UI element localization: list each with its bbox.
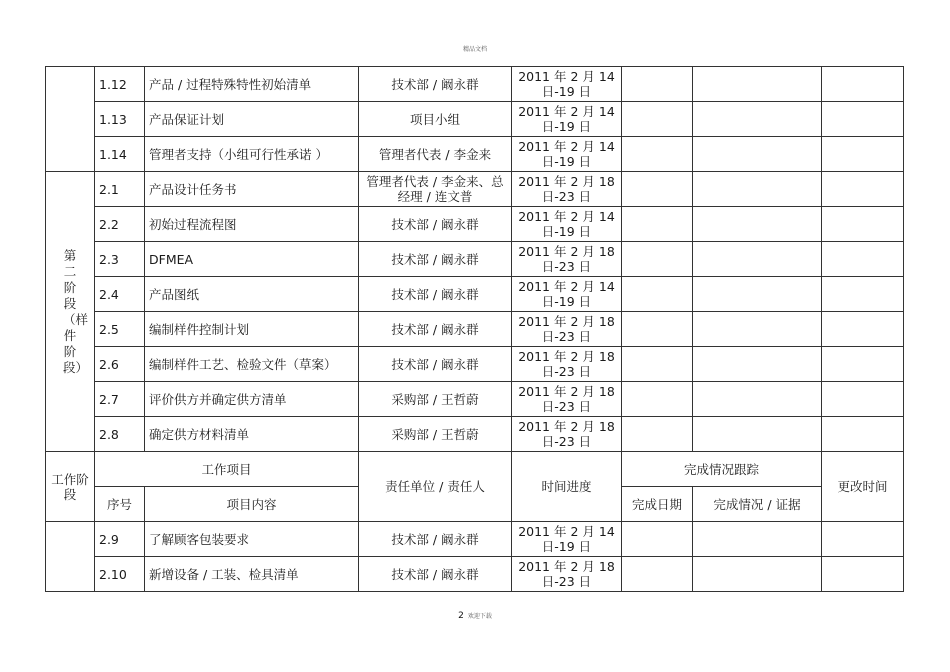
time-progress-cell (512, 312, 622, 347)
seq-cell: 2.3 (95, 242, 145, 277)
done-date-cell (622, 312, 693, 347)
item-content-cell: 管理者支持（小组可行性承诺 ） (145, 137, 359, 172)
time-line-2: 日-19 日 (541, 224, 592, 239)
header-done-date: 完成日期 (622, 487, 693, 522)
status-evidence-cell (693, 242, 822, 277)
responsible-cell: 技术部 / 阚永群 (359, 312, 512, 347)
time-line-2: 日-19 日 (541, 84, 592, 99)
table-row (46, 207, 904, 242)
change-time-cell (822, 347, 904, 382)
seq-cell: 1.13 (95, 102, 145, 137)
time-line-1: 2011 年 2 月 14 (518, 209, 615, 224)
status-evidence-cell (693, 347, 822, 382)
seq-cell: 2.6 (95, 347, 145, 382)
status-evidence-cell (693, 277, 822, 312)
time-line-1: 2011 年 2 月 18 (518, 384, 615, 399)
item-content-cell: 评价供方并确定供方清单 (145, 382, 359, 417)
seq-cell: 1.14 (95, 137, 145, 172)
time-progress-cell (512, 417, 622, 452)
responsible-cell: 技术部 / 阚永群 (359, 277, 512, 312)
item-content-cell: 产品 / 过程特殊特性初始清单 (145, 67, 359, 102)
done-date-cell (622, 417, 693, 452)
item-content-cell: 了解顾客包装要求 (145, 522, 359, 557)
responsible-cell: 采购部 / 王哲蔚 (359, 382, 512, 417)
done-date-cell (622, 207, 693, 242)
status-evidence-cell (693, 557, 822, 592)
time-line-2: 日-19 日 (541, 539, 592, 554)
responsible-cell: 技术部 / 阚永群 (359, 67, 512, 102)
change-time-cell (822, 277, 904, 312)
time-line-1: 2011 年 2 月 14 (518, 104, 615, 119)
responsible-cell: 技术部 / 阚永群 (359, 522, 512, 557)
item-content-cell: DFMEA (145, 242, 359, 277)
table-row (46, 102, 904, 137)
item-content-cell: 新增设备 / 工装、检具清单 (145, 557, 359, 592)
phase-cell-phase2 (46, 172, 95, 452)
status-evidence-cell (693, 67, 822, 102)
table-row (46, 67, 904, 102)
time-line-1: 2011 年 2 月 14 (518, 279, 615, 294)
done-date-cell (622, 67, 693, 102)
time-line-1: 2011 年 2 月 18 (518, 314, 615, 329)
status-evidence-cell (693, 207, 822, 242)
header-responsible: 责任单位 / 责任人 (359, 452, 512, 522)
responsible-cell: 技术部 / 阚永群 (359, 207, 512, 242)
change-time-cell (822, 382, 904, 417)
table-row (46, 172, 904, 207)
seq-cell: 2.7 (95, 382, 145, 417)
time-line-2: 日-19 日 (541, 119, 592, 134)
done-date-cell (622, 277, 693, 312)
done-date-cell (622, 382, 693, 417)
time-line-1: 2011 年 2 月 14 (518, 69, 615, 84)
header-seq: 序号 (95, 487, 145, 522)
table-row (46, 277, 904, 312)
item-content-cell: 初始过程流程图 (145, 207, 359, 242)
time-progress-cell (512, 382, 622, 417)
change-time-cell (822, 312, 904, 347)
header-change-time: 更改时间 (822, 452, 904, 522)
time-progress-cell (512, 242, 622, 277)
seq-cell: 2.9 (95, 522, 145, 557)
seq-cell: 2.10 (95, 557, 145, 592)
table-header-row-1 (46, 452, 904, 487)
time-line-2: 日-23 日 (541, 189, 592, 204)
status-evidence-cell (693, 102, 822, 137)
table-row (46, 137, 904, 172)
table-row (46, 522, 904, 557)
time-progress-cell (512, 277, 622, 312)
table-row (46, 242, 904, 277)
phase-label: 第二阶段（样件阶段） (63, 247, 89, 375)
header-completion-tracking: 完成情况跟踪 (622, 452, 822, 487)
seq-cell: 1.12 (95, 67, 145, 102)
status-evidence-cell (693, 312, 822, 347)
status-evidence-cell (693, 522, 822, 557)
page-footer-note: 欢迎下载 (467, 613, 492, 620)
header-work-item: 工作项目 (95, 452, 359, 487)
change-time-cell (822, 242, 904, 277)
time-line-1: 2011 年 2 月 18 (518, 174, 615, 189)
change-time-cell (822, 172, 904, 207)
time-line-2: 日-23 日 (541, 399, 592, 414)
time-line-1: 2011 年 2 月 18 (518, 349, 615, 364)
table-row (46, 417, 904, 452)
page-number: 2 (458, 611, 464, 621)
time-line-1: 2011 年 2 月 14 (518, 524, 615, 539)
change-time-cell (822, 102, 904, 137)
change-time-cell (822, 522, 904, 557)
table-row (46, 347, 904, 382)
time-line-2: 日-23 日 (541, 434, 592, 449)
status-evidence-cell (693, 172, 822, 207)
time-line-2: 日-19 日 (541, 154, 592, 169)
done-date-cell (622, 102, 693, 137)
item-content-cell: 产品保证计划 (145, 102, 359, 137)
item-content-cell: 编制样件工艺、检验文件（草案） (145, 347, 359, 382)
change-time-cell (822, 207, 904, 242)
header-status-evidence: 完成情况 / 证据 (693, 487, 822, 522)
change-time-cell (822, 417, 904, 452)
change-time-cell (822, 137, 904, 172)
status-evidence-cell (693, 417, 822, 452)
time-progress-cell (512, 67, 622, 102)
responsible-cell: 管理者代表 / 李金来 (359, 137, 512, 172)
time-line-1: 2011 年 2 月 18 (518, 244, 615, 259)
header-time-progress: 时间进度 (512, 452, 622, 522)
time-line-2: 日-23 日 (541, 364, 592, 379)
responsible-cell: 项目小组 (359, 102, 512, 137)
done-date-cell (622, 137, 693, 172)
page-header-note: 精品文档 (462, 46, 487, 53)
time-line-2: 日-23 日 (541, 329, 592, 344)
time-line-1: 2011 年 2 月 18 (518, 559, 615, 574)
time-line-2: 日-19 日 (541, 294, 592, 309)
done-date-cell (622, 557, 693, 592)
change-time-cell (822, 557, 904, 592)
seq-cell: 2.8 (95, 417, 145, 452)
table-row (46, 312, 904, 347)
time-progress-cell (512, 137, 622, 172)
item-content-cell: 产品设计任务书 (145, 172, 359, 207)
done-date-cell (622, 172, 693, 207)
seq-cell: 2.1 (95, 172, 145, 207)
time-progress-cell (512, 347, 622, 382)
item-content-cell: 编制样件控制计划 (145, 312, 359, 347)
item-content-cell: 确定供方材料清单 (145, 417, 359, 452)
phase-cell (46, 522, 95, 592)
seq-cell: 2.4 (95, 277, 145, 312)
responsible-cell: 技术部 / 阚永群 (359, 347, 512, 382)
responsible-cell: 技术部 / 阚永群 (359, 242, 512, 277)
change-time-cell (822, 67, 904, 102)
responsible-cell: 采购部 / 王哲蔚 (359, 417, 512, 452)
done-date-cell (622, 347, 693, 382)
phase-cell (46, 67, 95, 172)
time-progress-cell (512, 557, 622, 592)
time-line-2: 日-23 日 (541, 259, 592, 274)
header-content: 项目内容 (145, 487, 359, 522)
seq-cell: 2.5 (95, 312, 145, 347)
time-line-1: 2011 年 2 月 14 (518, 139, 615, 154)
table-row (46, 557, 904, 592)
work-plan-table (45, 66, 904, 592)
time-progress-cell (512, 102, 622, 137)
status-evidence-cell (693, 382, 822, 417)
header-phase: 工作阶段 (46, 452, 95, 522)
time-progress-cell (512, 172, 622, 207)
time-line-2: 日-23 日 (541, 574, 592, 589)
done-date-cell (622, 522, 693, 557)
page-footer (0, 611, 950, 621)
seq-cell: 2.2 (95, 207, 145, 242)
time-progress-cell (512, 522, 622, 557)
time-line-1: 2011 年 2 月 18 (518, 419, 615, 434)
responsible-cell: 管理者代表 / 李金来、总经理 / 连文普 (359, 172, 512, 207)
done-date-cell (622, 242, 693, 277)
time-progress-cell (512, 207, 622, 242)
table-row (46, 382, 904, 417)
item-content-cell: 产品图纸 (145, 277, 359, 312)
status-evidence-cell (693, 137, 822, 172)
responsible-cell: 技术部 / 阚永群 (359, 557, 512, 592)
